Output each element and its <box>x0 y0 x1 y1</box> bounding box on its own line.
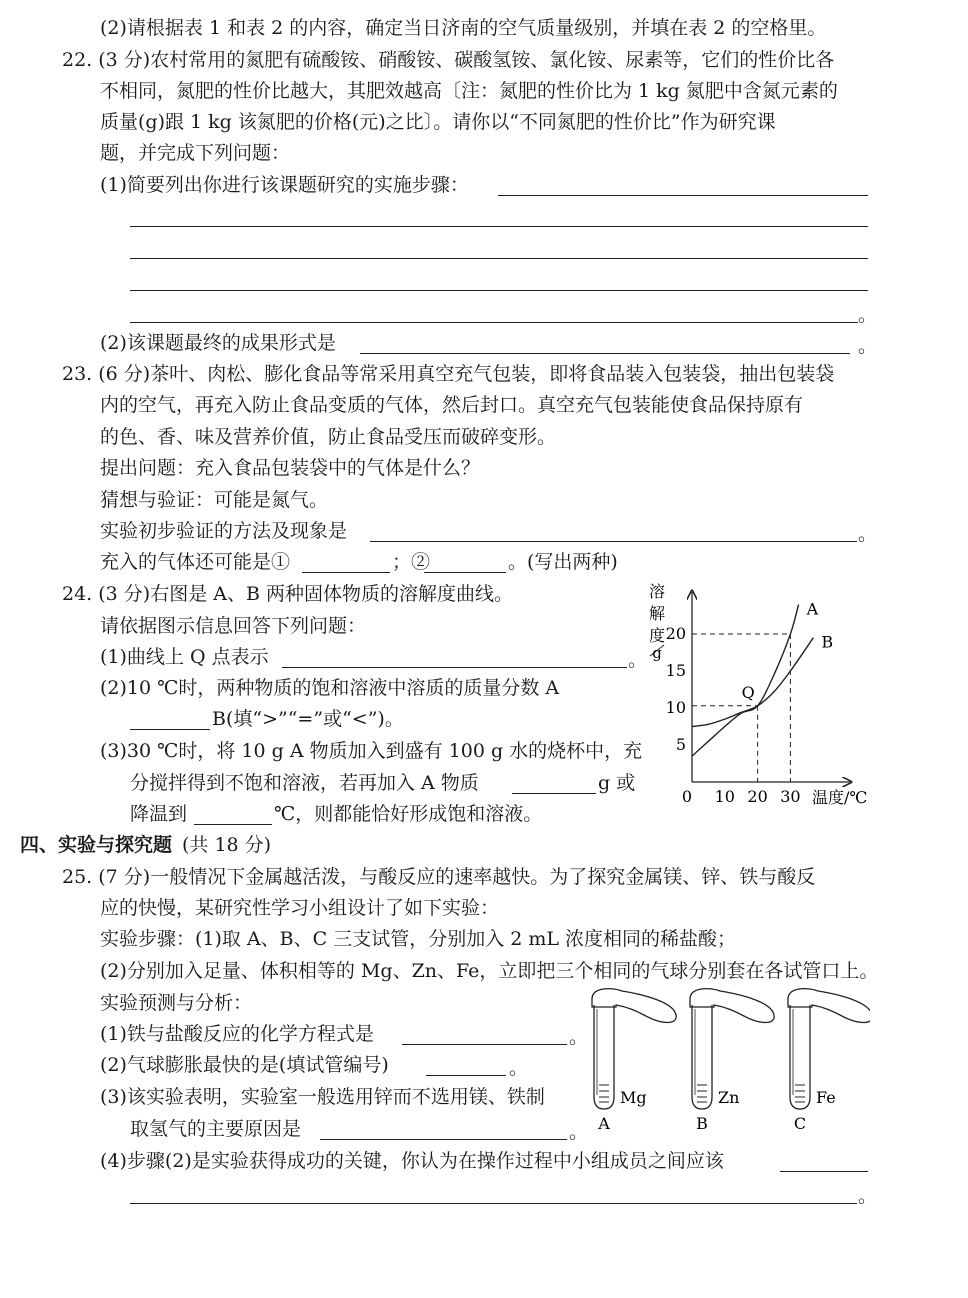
q24-stem-line1: 24. (3 分)右图是 A、B 两种固体物质的溶解度曲线。 <box>62 583 513 605</box>
q23-stem-line2: 内的空气，再充入防止食品变质的气体，然后封口。真空充气包装能使食品保持原有 <box>100 394 804 416</box>
q24-part1-prompt: (1)曲线上 Q 点表示 <box>100 646 269 668</box>
q24-part3-line3: 降温到 <box>130 803 188 825</box>
section4-title: 四、实验与探究题 <box>20 834 173 856</box>
y-tick-label: 15 <box>665 661 686 680</box>
point-q-label: Q <box>741 682 755 702</box>
q25-part3-answer-line[interactable] <box>320 1139 567 1140</box>
q25-part2-prompt: (2)气球膨胀最快的是(填试管编号) <box>100 1054 389 1076</box>
q24-stem-line2: 请依据图示信息回答下列问题： <box>100 615 367 637</box>
y-axis-label-char: 度 <box>648 626 666 645</box>
q22-stem-line3: 质量(g)跟 1 kg 该氮肥的价格(元)之比〕。请你以“不同氮肥的性价比”作为研究课 <box>100 111 776 133</box>
q24-part3-line3-end: ℃，则都能恰好形成饱和溶液。 <box>274 803 543 825</box>
y-tick-label: 10 <box>665 698 686 717</box>
period-mark: 。 <box>858 335 878 357</box>
period-mark: 。 <box>858 304 878 326</box>
q25-part4-answer-line-2[interactable] <box>130 1203 857 1204</box>
q25-part1-prompt: (1)铁与盐酸反应的化学方程式是 <box>100 1023 374 1045</box>
series-B-label: B <box>821 632 834 652</box>
section4-score: (共 18 分) <box>182 834 272 856</box>
x-axis-label: 温度/℃ <box>812 788 868 807</box>
period-mark: 。 <box>569 1121 589 1143</box>
metal-label: Fe <box>816 1088 836 1107</box>
x-tick-label: 10 <box>714 787 735 806</box>
q25-part1-answer-line[interactable] <box>402 1044 567 1045</box>
test-tubes-figure <box>580 985 870 1140</box>
period-mark: 。 <box>628 649 648 671</box>
q24-part2-line1: (2)10 ℃时，两种物质的饱和溶液中溶质的质量分数 A <box>100 677 560 699</box>
test-tube-C <box>788 989 870 1133</box>
q21-part2: (2)请根据表 1 和表 2 的内容，确定当日济南的空气质量级别，并填在表 2 的空格里。 <box>100 17 827 39</box>
balloon <box>592 989 676 1023</box>
tube-label: A <box>598 1114 610 1133</box>
x-tick-label: 0 <box>681 787 693 806</box>
q25-step1: 实验步骤：(1)取 A、B、C 三支试管，分别加入 2 mL 浓度相同的稀盐酸； <box>100 928 737 950</box>
q23-hypothesis: 猜想与验证：可能是氮气。 <box>100 489 329 511</box>
q23-method-prompt: 实验初步验证的方法及现象是 <box>100 520 348 542</box>
q22-part2-prompt: (2)该课题最终的成果形式是 <box>100 332 336 354</box>
y-axis-label-char: 解 <box>648 604 666 623</box>
test-tube-B <box>690 989 774 1133</box>
q22-stem-line2: 不相同，氮肥的性价比越大，其肥效越高〔注：氮肥的性价比为 1 kg 氮肥中含氮元素的 <box>100 80 838 102</box>
q24-part2-line2: B(填“>”“=”或“<”)。 <box>212 708 404 730</box>
q22-stem-line4: 题，并完成下列问题： <box>100 142 291 164</box>
q24-part3-line2-end: g 或 <box>598 772 636 794</box>
q23-question: 提出问题：充入食品包装袋中的气体是什么？ <box>100 457 481 479</box>
q25-stem-line2: 应的快慢，某研究性学习小组设计了如下实验： <box>100 897 500 919</box>
q23-other-gas-prompt: 充入的气体还可能是① <box>100 551 291 573</box>
balloon <box>788 989 870 1023</box>
q25-part4-answer-line-1[interactable] <box>780 1171 868 1172</box>
q23-stem-line3: 的色、香、味及营养价值，防止食品受压而破碎变形。 <box>100 426 557 448</box>
metal-label: Zn <box>718 1088 740 1107</box>
q23-other-gas-sep: ；② <box>392 551 431 573</box>
period-mark: 。 <box>569 1026 589 1048</box>
q25-step2: (2)分别加入足量、体积相等的 Mg、Zn、Fe，立即把三个相同的气球分别套在各试管口上。 <box>100 960 879 982</box>
q24-part3-line1: (3)30 ℃时，将 10 g A 物质加入到盛有 100 g 水的烧杯中，充 <box>100 740 643 762</box>
test-tube-A <box>592 989 676 1133</box>
series-A-curve <box>692 604 799 756</box>
tube-label: B <box>696 1114 708 1133</box>
y-axis-label-unit: g <box>652 644 662 662</box>
balloon <box>690 989 774 1023</box>
period-mark: 。 <box>858 523 878 545</box>
q25-part3-line1: (3)该实验表明，实验室一般选用锌而不选用镁、铁制 <box>100 1086 545 1108</box>
q22-stem-line1: 22. (3 分)农村常用的氮肥有硫酸铵、硝酸铵、碳酸氢铵、氯化铵、尿素等，它们的性价比各 <box>62 49 835 71</box>
x-tick-label: 20 <box>747 787 768 806</box>
period-mark: 。 <box>509 1057 529 1079</box>
q24-part3-line2: 分搅拌得到不饱和溶液，若再加入 A 物质 <box>130 772 479 794</box>
metal-label: Mg <box>620 1088 647 1107</box>
q25-part3-line2: 取氢气的主要原因是 <box>130 1118 302 1140</box>
q23-other-gas-note: 。(写出两种) <box>508 551 618 573</box>
y-axis-label-char: 溶 <box>648 582 666 601</box>
tube-label: C <box>793 1114 807 1133</box>
y-tick-label: 20 <box>665 624 686 643</box>
x-tick-label: 30 <box>780 787 801 806</box>
q22-part1-prompt: (1)简要列出你进行该课题研究的实施步骤： <box>100 174 469 196</box>
q25-part2-answer-line[interactable] <box>426 1075 506 1076</box>
q23-stem-line1: 23. (6 分)茶叶、肉松、膨化食品等常采用真空充气包装，即将食品装入包装袋，抽出包装袋 <box>62 363 835 385</box>
q25-analysis-title: 实验预测与分析： <box>100 992 253 1014</box>
q25-stem-line1: 25. (7 分)一般情况下金属越活泼，与酸反应的速率越快。为了探究金属镁、锌、铁与酸反 <box>62 866 816 888</box>
y-tick-label: 5 <box>675 735 686 754</box>
series-A-label: A <box>806 599 819 619</box>
period-mark: 。 <box>858 1185 878 1207</box>
q25-part4-prompt: (4)步骤(2)是实验获得成功的关键，你认为在操作过程中小组成员之间应该 <box>100 1150 724 1172</box>
